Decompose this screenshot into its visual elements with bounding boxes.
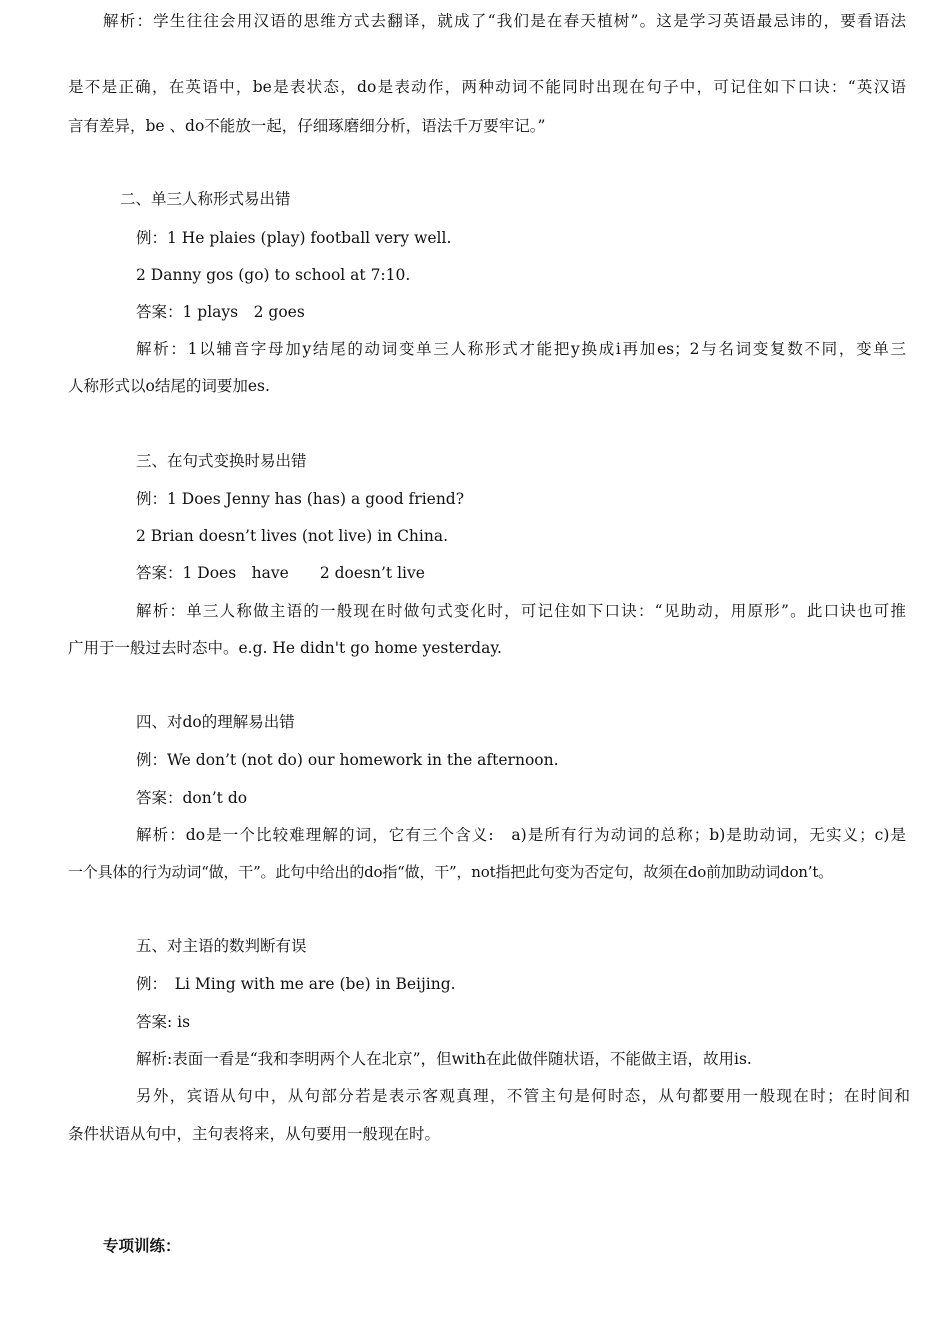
section-2-example-2: 2 Danny gos (go) to school at 7:10. xyxy=(136,266,411,284)
section-2-answer: 答案：1 plays 2 goes xyxy=(136,303,305,321)
section-4-analysis-2: 一个具体的行为动词“做，干”。此句中给出的do指“做，干”，not指把此句变为否定句，故须在do前加助动词don’t。 xyxy=(68,863,833,881)
intro-line-2: 是不是正确，在英语中，be是表状态，do是表动作，两种动词不能同时出现在句子中，可记住如下口诀：“英汉语 xyxy=(68,78,906,96)
section-4-answer: 答案：don’t do xyxy=(136,789,248,807)
section-3-answer: 答案：1 Does have 2 doesn’t live xyxy=(136,564,425,582)
section-3-heading: 三、在句式变换时易出错 xyxy=(136,452,307,470)
section-5-note-2: 条件状语从句中，主句表将来，从句要用一般现在时。 xyxy=(68,1125,441,1143)
section-4-example-1: 例：We don’t (not do) our homework in the afternoon. xyxy=(136,751,559,769)
intro-line-3: 言有差异，be 、do不能放一起，仔细琢磨细分析，语法千万要牢记。” xyxy=(68,117,546,135)
section-3-analysis-1: 解析：单三人称做主语的一般现在时做句式变化时，可记住如下口诀：“见助动，用原形”。此口诀也可推 xyxy=(136,602,906,620)
intro-line-1: 解析：学生往往会用汉语的思维方式去翻译，就成了“我们是在春天植树”。这是学习英语最忌讳的，要看语法 xyxy=(103,12,906,30)
section-3-example-1: 例：1 Does Jenny has (has) a good friend? xyxy=(136,490,465,508)
training-heading: 专项训练： xyxy=(103,1236,181,1255)
section-5-note-1: 另外，宾语从句中，从句部分若是表示客观真理，不管主句是何时态，从句都要用一般现在时；在时间和 xyxy=(136,1087,910,1105)
section-5-analysis-1: 解析:表面一看是“我和李明两个人在北京”，但with在此做伴随状语，不能做主语，故用is. xyxy=(136,1050,752,1068)
section-2-analysis-1: 解析：1以辅音字母加y结尾的动词变单三人称形式才能把y换成i再加es；2与名词变复数不同，变单三 xyxy=(136,340,906,358)
section-3-analysis-2: 广用于一般过去时态中。e.g. He didn't go home yesterday. xyxy=(68,639,502,657)
section-2-analysis-2: 人称形式以o结尾的词要加es. xyxy=(68,377,270,395)
section-5-example-1: 例： Li Ming with me are (be) in Beijing. xyxy=(136,975,456,993)
section-5-heading: 五、对主语的数判断有误 xyxy=(136,937,307,955)
section-2-example-1: 例：1 He plaies (play) football very well. xyxy=(136,229,452,247)
section-5-answer: 答案: is xyxy=(136,1013,191,1031)
section-4-heading: 四、对do的理解易出错 xyxy=(136,713,295,731)
section-3-example-2: 2 Brian doesn’t lives (not live) in China. xyxy=(136,527,449,545)
section-4-analysis-1: 解析：do是一个比较难理解的词，它有三个含义: a)是所有行为动词的总称；b)是助动词，无实义；c)是 xyxy=(136,826,906,844)
section-2-heading: 二、单三人称形式易出错 xyxy=(120,190,291,208)
